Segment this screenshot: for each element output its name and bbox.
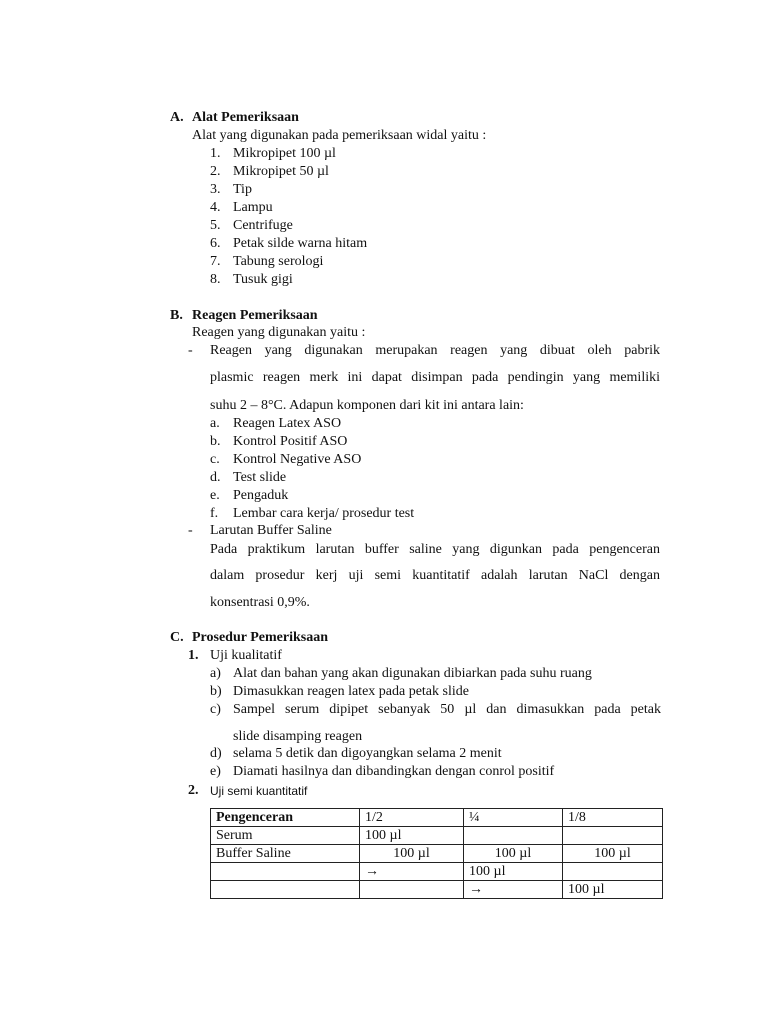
reagent-paragraph-line-2: plasmic reagen merk ini dapat disimpan pada pendingin yang memiliki (210, 370, 660, 385)
list-item: Petak silde warna hitam (233, 236, 368, 251)
list-item-number: 7. (210, 254, 221, 269)
section-b-letter: B. (170, 308, 183, 323)
table-cell (211, 881, 360, 899)
dilution-table (210, 808, 663, 899)
table-header-cell: 1/8 (563, 809, 663, 827)
reagent-paragraph-line-1: Reagen yang digunakan merupakan reagen yang dibuat oleh pabrik (210, 343, 660, 358)
list-item-number: 8. (210, 272, 221, 287)
step-letter: b) (210, 684, 222, 699)
step-letter: e) (210, 764, 221, 779)
list-item-number: 1. (210, 146, 221, 161)
list-item: Tip (233, 182, 252, 197)
list-item: Pengaduk (233, 488, 289, 503)
list-item-number: 2. (210, 164, 221, 179)
table-header-cell: 1/2 (360, 809, 464, 827)
list-item-number: 5. (210, 218, 221, 233)
list-item: Kontrol Positif ASO (233, 434, 348, 449)
table-cell: 100 µl (360, 827, 464, 845)
buffer-paragraph-line-1: Pada praktikum larutan buffer saline yang digunkan pada pengenceran (210, 542, 660, 557)
arrow-right-icon: → (360, 863, 464, 881)
table-row (211, 863, 663, 881)
step-text: Alat dan bahan yang akan digunakan dibiarkan pada suhu ruang (233, 666, 592, 681)
subsection-number: 2. (188, 783, 199, 798)
table-row (211, 827, 663, 845)
step-letter: d) (210, 746, 222, 761)
list-item: Tusuk gigi (233, 272, 293, 287)
bullet-dash: - (188, 523, 193, 538)
table-row (211, 845, 663, 863)
table-cell (360, 881, 464, 899)
buffer-paragraph-line-2: dalam prosedur kerj uji semi kuantitatif adalah larutan NaCl dengan (210, 568, 660, 583)
section-a-intro: Alat yang digunakan pada pemeriksaan widal yaitu : (192, 128, 487, 143)
table-header-cell: ¼ (464, 809, 563, 827)
section-c-letter: C. (170, 630, 184, 645)
step-text: Diamati hasilnya dan dibandingkan dengan conrol positif (233, 764, 555, 779)
list-item: Mikropipet 50 µl (233, 164, 329, 179)
table-cell: 100 µl (563, 881, 663, 899)
section-a-title: Alat Pemeriksaan (192, 110, 299, 125)
bullet-dash: - (188, 343, 193, 358)
list-item-letter: d. (210, 470, 221, 485)
table-cell (563, 827, 663, 845)
table-cell: Buffer Saline (211, 845, 360, 863)
step-letter: c) (210, 702, 221, 717)
list-item-number: 3. (210, 182, 221, 197)
table-cell: 100 µl (464, 863, 563, 881)
list-item-letter: e. (210, 488, 220, 503)
buffer-paragraph-line-3: konsentrasi 0,9%. (210, 595, 310, 610)
section-b-title: Reagen Pemeriksaan (192, 308, 318, 323)
section-c-title: Prosedur Pemeriksaan (192, 630, 328, 645)
table-cell: Serum (211, 827, 360, 845)
list-item-letter: c. (210, 452, 220, 467)
step-text: Sampel serum dipipet sebanyak 50 µl dan dimasukkan pada petak (233, 702, 661, 717)
list-item: Test slide (233, 470, 287, 485)
table-header-row (211, 809, 663, 827)
subsection-number: 1. (188, 648, 199, 663)
list-item: Kontrol Negative ASO (233, 452, 362, 467)
table-cell (464, 827, 563, 845)
reagent-paragraph-line-3: suhu 2 – 8°C. Adapun komponen dari kit ini antara lain: (210, 398, 524, 413)
table-cell (563, 863, 663, 881)
list-item: Lembar cara kerja/ prosedur test (233, 506, 415, 521)
table-cell: 100 µl (563, 845, 663, 863)
section-b-intro: Reagen yang digunakan yaitu : (192, 325, 366, 340)
section-a-letter: A. (170, 110, 184, 125)
list-item-number: 6. (210, 236, 221, 251)
list-item: Tabung serologi (233, 254, 324, 269)
list-item: Centrifuge (233, 218, 293, 233)
table-cell: 100 µl (360, 845, 464, 863)
subsection-title: Uji semi kuantitatif (210, 784, 308, 798)
list-item: Reagen Latex ASO (233, 416, 342, 431)
list-item-letter: a. (210, 416, 220, 431)
step-text: Dimasukkan reagen latex pada petak slide (233, 684, 469, 699)
list-item: Mikropipet 100 µl (233, 146, 336, 161)
list-item-letter: f. (210, 506, 219, 521)
table-cell: 100 µl (464, 845, 563, 863)
step-text-continued: slide disamping reagen (233, 729, 363, 744)
list-item-number: 4. (210, 200, 221, 215)
buffer-title: Larutan Buffer Saline (210, 523, 332, 538)
table-cell (211, 863, 360, 881)
arrow-right-icon: → (464, 881, 563, 899)
table-row (211, 881, 663, 899)
list-item: Lampu (233, 200, 273, 215)
table-header-cell: Pengenceran (211, 809, 360, 827)
subsection-title: Uji kualitatif (210, 648, 282, 663)
list-item-letter: b. (210, 434, 221, 449)
step-text: selama 5 detik dan digoyangkan selama 2 menit (233, 746, 502, 761)
step-letter: a) (210, 666, 221, 681)
